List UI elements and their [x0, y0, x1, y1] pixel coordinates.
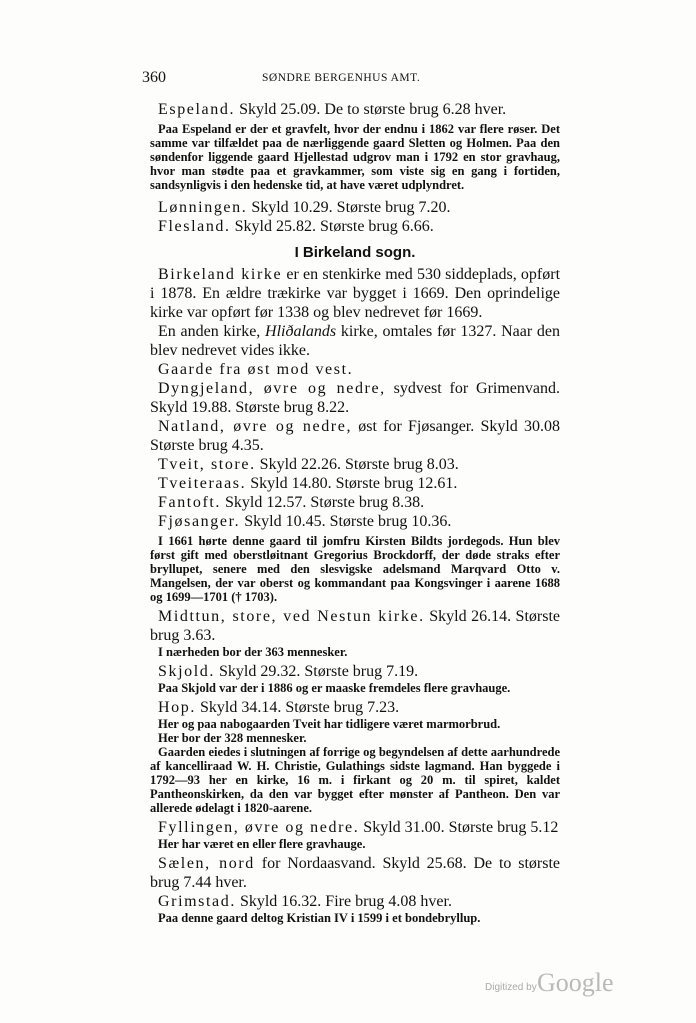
page-header — [142, 69, 560, 91]
farm-entry: Skjold. Skyld 29.32. Største brug 7.19. — [158, 663, 419, 680]
page-number: 360 — [142, 69, 166, 86]
farm-entry: Flesland. Skyld 25.82. Største brug 6.66. — [158, 218, 434, 235]
farm-entry: Midttun, store, ved Nestun kirke. Skyld 26.14. Største brug 3.63. — [150, 608, 561, 644]
farm-entry: Lønningen. Skyld 10.29. Største brug 7.20. — [158, 199, 451, 216]
running-title: SØNDRE BERGENHUS AMT. — [262, 72, 421, 84]
digitized-watermark — [485, 968, 615, 998]
farm-entry: Dyngjeland, øvre og nedre, sydvest for Grimenvand. Skyld 19.88. Største brug 8.22. — [150, 380, 560, 416]
farm-entry: Sælen, nord for Nordaasvand. Skyld 25.68. De to største brug 7.44 hver. — [150, 855, 561, 891]
entry-note: I 1661 hørte denne gaard til jomfru Kirsten Bildts jordegods. Hun blev først gift med oberstløitnant Gregorius Brockdorff, der døde straks efter bryllupet, senere med den slesvigske adelsmand Marqvard Otto v. Mangelsen, der var oberst og kommandant paa Kongsvinger i aarene 1688 og 1699—1701 († 1703). — [150, 534, 560, 604]
church-paragraph: En anden kirke, Hliðalands kirke, omtales før 1327. Naar den blev nedrevet vides ikke. — [150, 323, 560, 359]
farm-entry: Tveiteraas. Skyld 14.80. Største brug 12.61. — [158, 475, 458, 492]
entry-note: Her har været en eller flere gravhauge. — [158, 837, 366, 851]
entry-note: Paa Skjold var der i 1886 og er maaske fremdeles flere gravhauge. — [158, 681, 511, 695]
entry-note: Paa denne gaard deltog Kristian IV i 1599 i et bondebryllup. — [158, 911, 481, 925]
farm-entry: Grimstad. Skyld 16.32. Fire brug 4.08 hver. — [158, 893, 452, 910]
farm-entry: Natland, øvre og nedre, øst for Fjøsanger. Skyld 30.08 Største brug 4.35. — [150, 418, 560, 454]
farm-entry: Fjøsanger. Skyld 10.45. Største brug 10.36. — [158, 513, 452, 530]
section-title: I Birkeland sogn. — [294, 244, 416, 261]
farm-entry: Hop. Skyld 34.14. Største brug 7.23. — [158, 699, 400, 716]
subheading: Gaarde fra øst mod vest. — [158, 361, 354, 378]
farm-entry: Fantoft. Skyld 12.57. Største brug 8.38. — [158, 494, 425, 511]
entry-note: Gaarden eiedes i slutningen af forrige og begyndelsen af dette aarhundrede af kancelliraad W. H. Christie, Gulathings sidste lagmand. Han byggede i 1792—93 her en kirke, 16 m. i firkant og 20 m. til spiret, kaldet Pantheonskirken, da den var bygget efter mønster af Pantheon. Den var allerede ødelagt i 1820-aarene. — [150, 745, 560, 815]
page-body — [150, 100, 560, 925]
church-paragraph: Birkeland kirke er en stenkirke med 530 siddeplads, opført i 1878. En ældre trækirke var bygget i 1669. Den oprindelige kirke var opført før 1338 og blev nedrevet før 1669. — [150, 266, 561, 321]
farm-entry: Tveit, store. Skyld 22.26. Største brug 8.03. — [158, 456, 459, 473]
entry-note: Her og paa nabogaarden Tveit har tidligere været marmorbrud. — [158, 717, 501, 731]
watermark-prefix: Digitized by — [485, 982, 537, 993]
google-logo: Google — [537, 968, 614, 997]
entry-note: Her bor der 328 mennesker. — [158, 731, 307, 745]
entry-note: I nærheden bor der 363 mennesker. — [158, 645, 348, 659]
farm-entry: Fyllingen, øvre og nedre. Skyld 31.00. Største brug 5.12 — [158, 819, 559, 836]
farm-entry: Espeland. Skyld 25.09. De to største brug 6.28 hver. — [158, 101, 507, 118]
entry-note: Paa Espeland er der et gravfelt, hvor der endnu i 1862 var flere røser. Det samme var tilfældet paa de nærliggende gaard Sletten og Holmen. Paa den søndenfor liggende gaard Hjellestad udgrov man i 1792 en stor gravhaug, hvor man stødte paa et gravkammer, som viste sig en gang i fortiden, sandsynligvis i den hedenske tid, at have været udplyndret. — [150, 122, 560, 192]
